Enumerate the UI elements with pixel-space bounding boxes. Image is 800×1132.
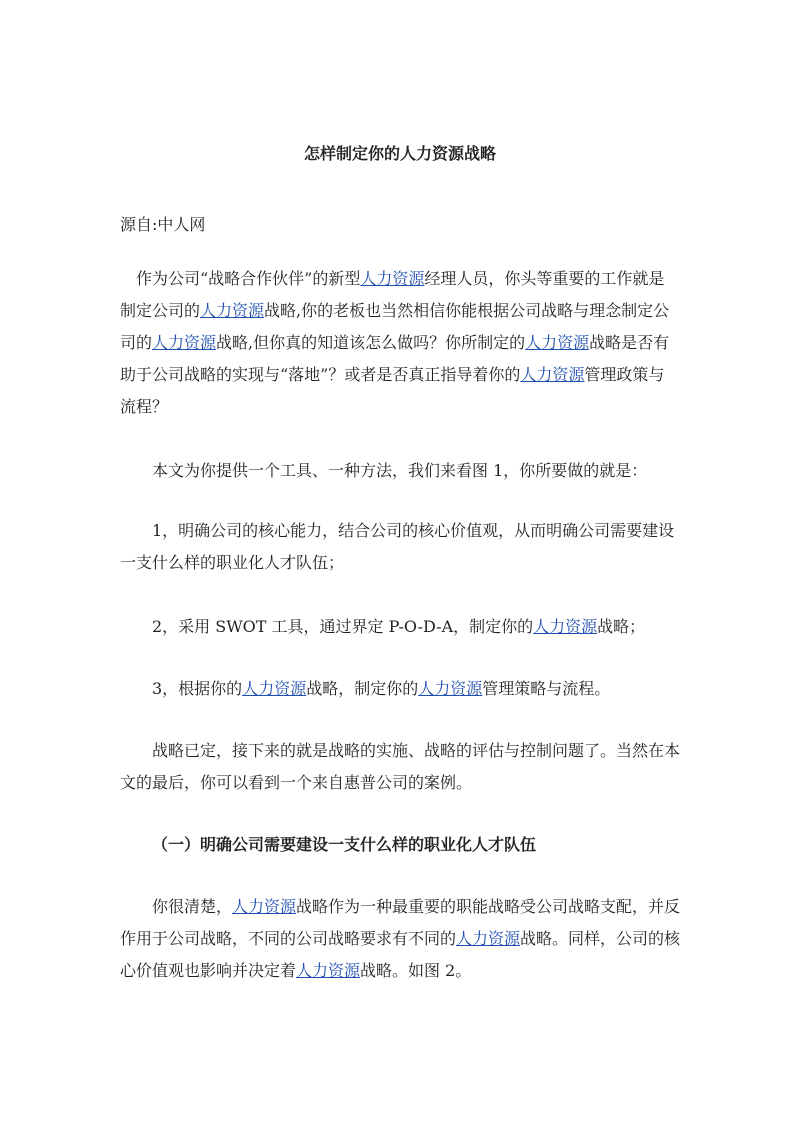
hr-link[interactable]: 人力资源 — [152, 333, 217, 352]
paragraph-line: 战略已定，接下来的就是战略的实施、战略的评估与控制问题了。当然在本 — [152, 741, 681, 760]
text-run: 战略，制定你的 — [306, 679, 419, 698]
text-run: 战略,但你真的知道该怎么做吗？你所制定的 — [216, 333, 526, 352]
source-line: 源自:中人网 — [120, 215, 206, 234]
paragraph-line — [136, 268, 664, 290]
text-run: 助于公司战略的实现与“落地”？或者是否真正指导着你的 — [120, 365, 521, 384]
text-run: 制定公司的 — [120, 301, 201, 320]
text-run: 2，采用 SWOT 工具，通过界定 P-O-D-A，制定你的 — [152, 617, 534, 636]
text-run: 战略； — [597, 617, 646, 636]
paragraph-line: 1，明确公司的核心能力，结合公司的核心价值观，从而明确公司需要建设 — [152, 521, 675, 540]
hr-link[interactable]: 人力资源 — [200, 301, 265, 320]
hr-link[interactable]: 人力资源 — [242, 679, 307, 698]
paragraph-line: 文的最后，你可以看到一个来自惠普公司的案例。 — [120, 773, 473, 792]
hr-link[interactable]: 人力资源 — [232, 897, 297, 916]
paragraph-line — [120, 332, 669, 354]
paragraph-line: 流程？ — [120, 397, 169, 416]
section-heading: （一）明确公司需要建设一支什么样的职业化人才队伍 — [152, 835, 537, 854]
paragraph-line — [120, 300, 669, 322]
paragraph-line — [152, 616, 645, 638]
hr-link[interactable]: 人力资源 — [418, 679, 483, 698]
text-run: 你很清楚， — [152, 897, 233, 916]
text-run: 3，根据你的 — [152, 679, 243, 698]
document-title: 怎样制定你的人力资源战略 — [303, 144, 496, 163]
paragraph-line — [120, 364, 664, 386]
text-run: 战略作为一种最重要的职能战略受公司战略支配，并反 — [296, 897, 681, 916]
text-run: 管理策略与流程。 — [482, 679, 611, 698]
text-run: 战略,你的老板也当然相信你能根据公司战略与理念制定公 — [264, 301, 670, 320]
paragraph-line — [120, 960, 471, 982]
text-run: 战略是否有 — [589, 333, 670, 352]
hr-link[interactable]: 人力资源 — [520, 365, 585, 384]
text-run: 战略。如图 2。 — [360, 961, 472, 980]
paragraph-line: 一支什么样的职业化人才队伍； — [120, 553, 345, 572]
hr-link[interactable]: 人力资源 — [456, 929, 521, 948]
hr-link[interactable]: 人力资源 — [525, 333, 590, 352]
hr-link[interactable]: 人力资源 — [360, 269, 425, 288]
text-run: 管理政策与 — [584, 365, 665, 384]
hr-link[interactable]: 人力资源 — [296, 961, 361, 980]
text-run: 作为公司“战略合作伙伴”的新型 — [136, 269, 361, 288]
hr-link[interactable]: 人力资源 — [533, 617, 598, 636]
paragraph-line — [120, 928, 680, 950]
text-run: 心价值观也影响并决定着 — [120, 961, 297, 980]
text-run: 司的 — [120, 333, 153, 352]
paragraph-line — [152, 678, 610, 700]
text-run: 经理人员，你头等重要的工作就是 — [424, 269, 665, 288]
text-run: 作用于公司战略，不同的公司战略要求有不同的 — [120, 929, 457, 948]
text-run: 战略。同样，公司的核 — [520, 929, 681, 948]
paragraph-line: 本文为你提供一个工具、一种方法，我们来看图 1，你所要做的就是： — [152, 461, 648, 480]
paragraph-line — [152, 896, 680, 918]
